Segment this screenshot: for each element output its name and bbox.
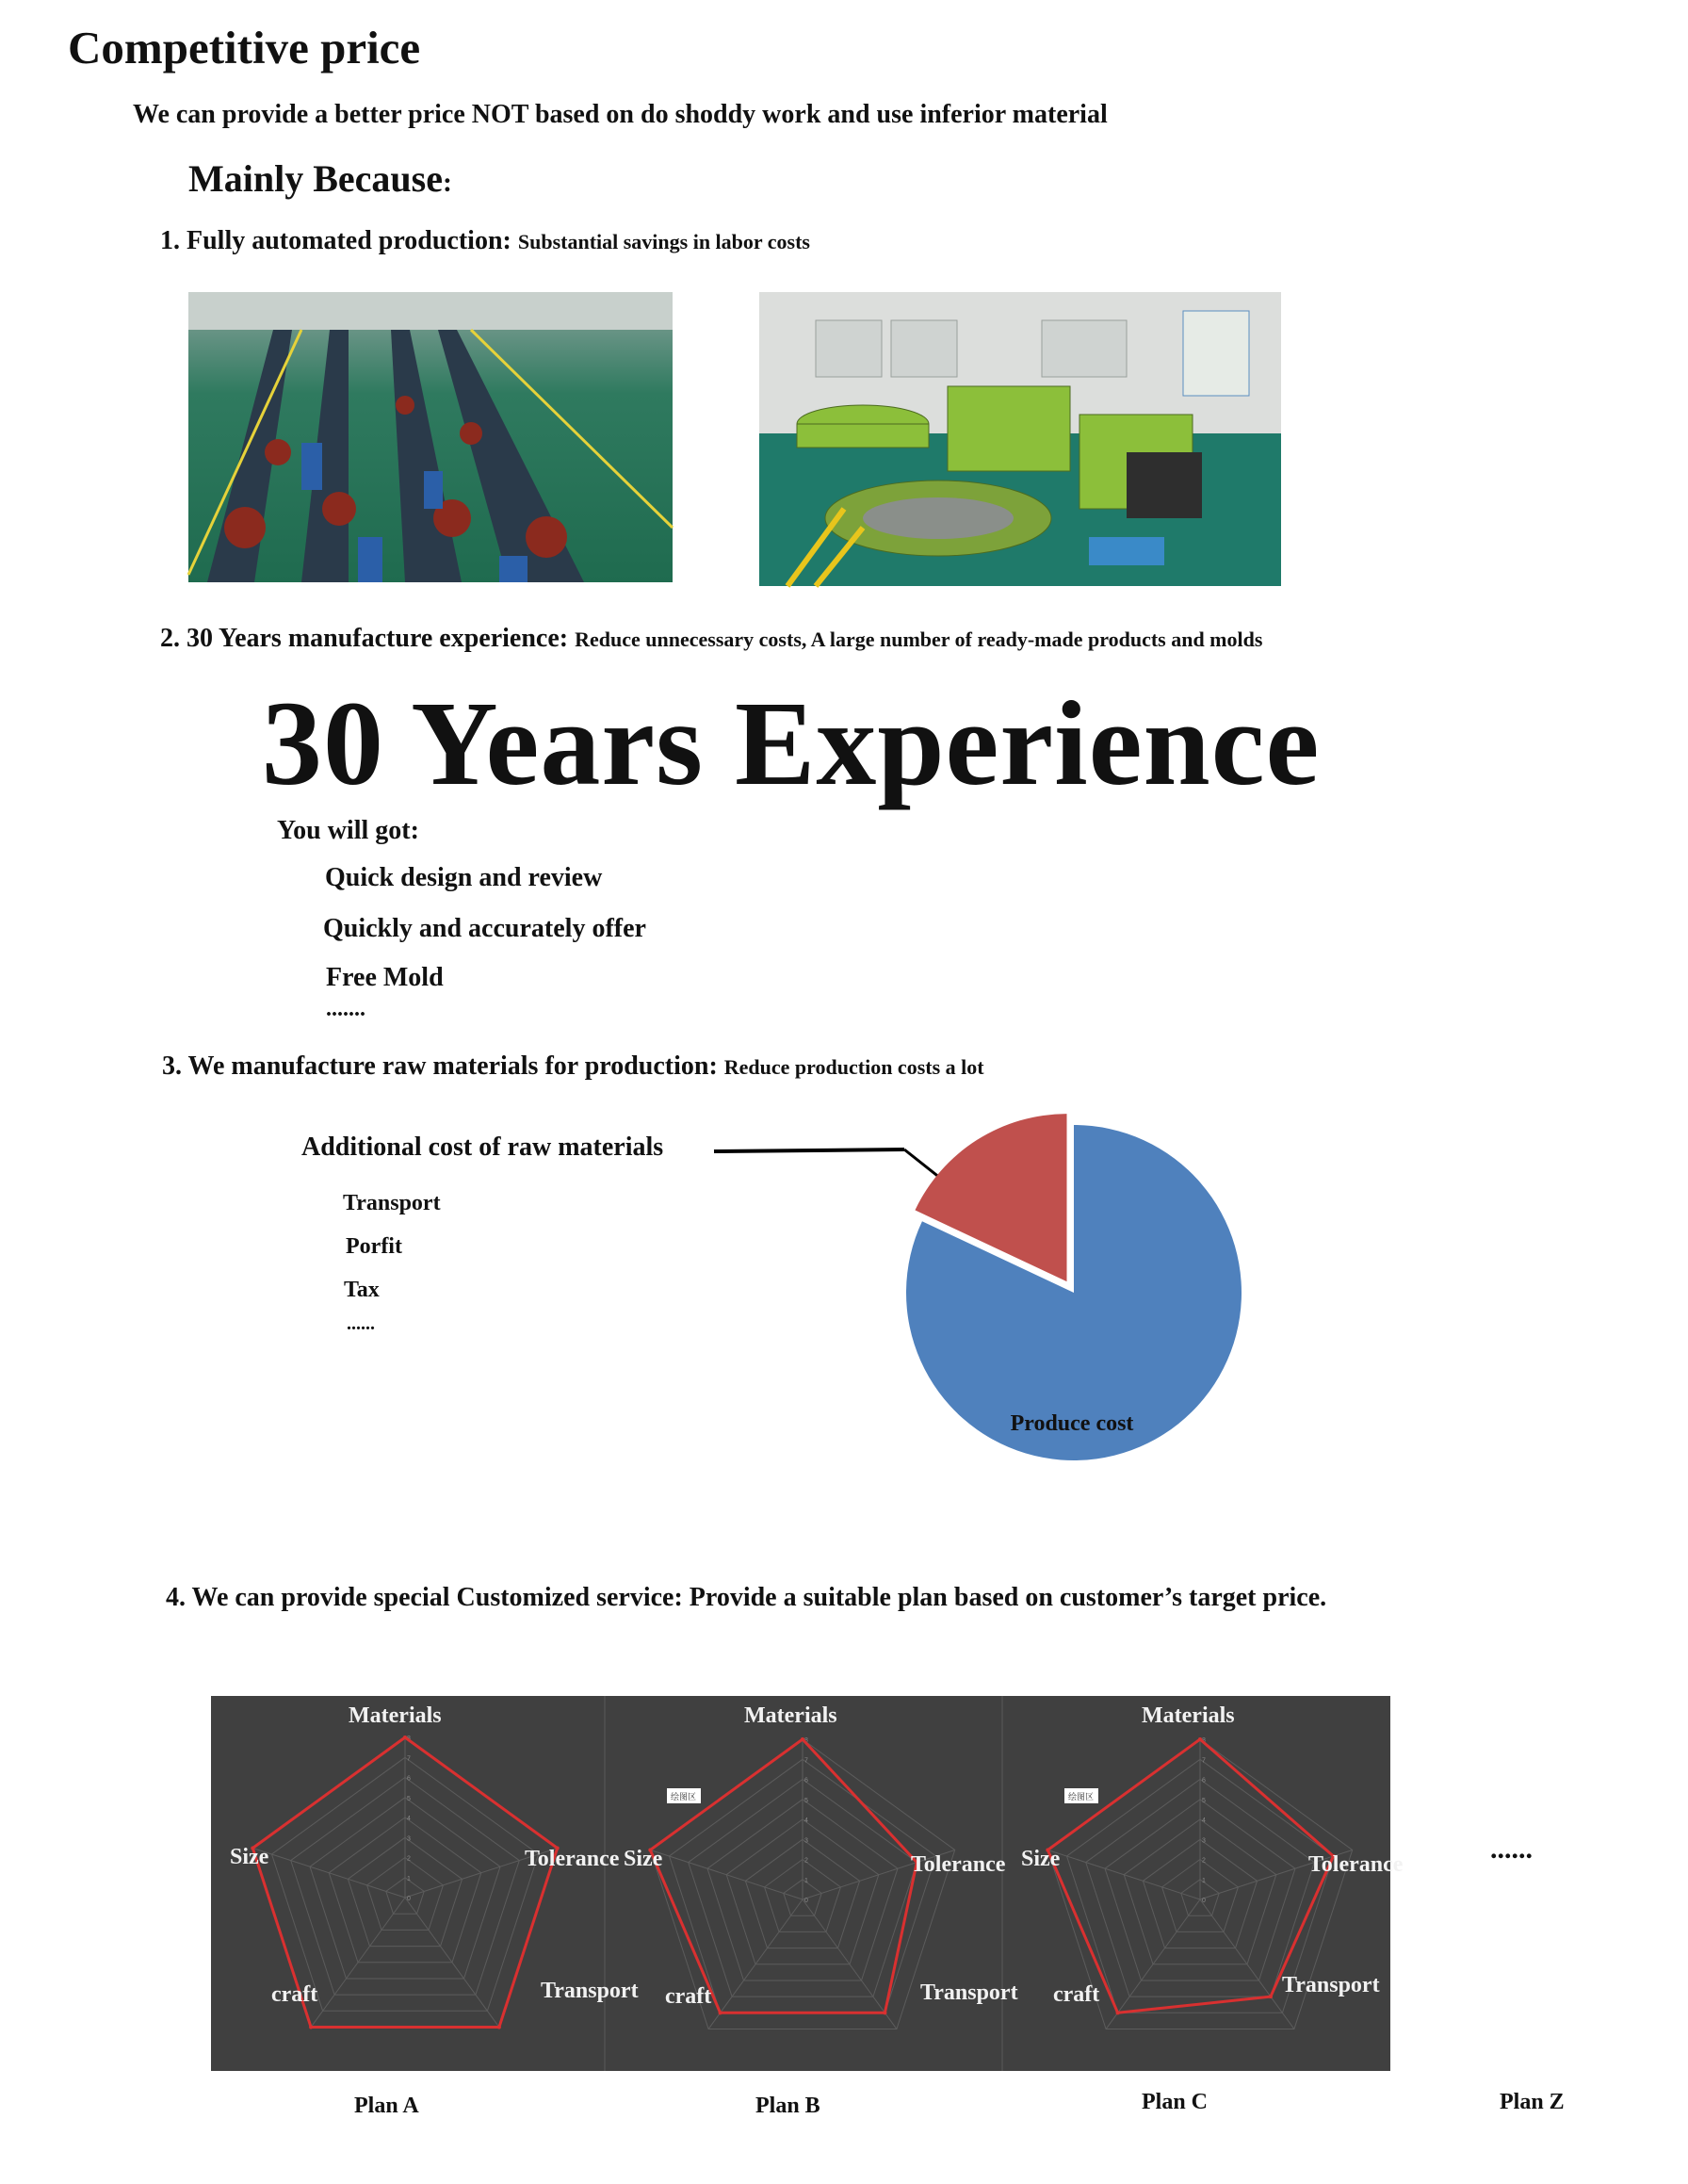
radar-axis-label: Transport [920, 1980, 1018, 2005]
pie-label-produce-cost: Produce cost [1010, 1411, 1134, 1436]
benefit-ellipsis: ....... [326, 997, 365, 1021]
callout-line [714, 1149, 904, 1151]
point-3-detail: Reduce production costs a lot [723, 1055, 984, 1079]
raw-cost-ellipsis: ...... [347, 1313, 375, 1334]
radar-point [719, 2011, 722, 2014]
radar-axis-label: craft [1053, 1982, 1100, 2007]
point-4 [166, 1583, 1326, 1613]
radar-axis-label: Transport [541, 1979, 639, 2003]
radar-point [1116, 2011, 1120, 2014]
point-2 [160, 624, 1262, 654]
radar-charts-panel [211, 1696, 1404, 2071]
point-3-heading: 3. We manufacture raw materials for production: [162, 1051, 718, 1081]
radar-axis-label: Size [624, 1847, 663, 1871]
radar-tick-label: 0 [407, 1896, 411, 1902]
radar-tick-label: 7 [407, 1755, 411, 1763]
radar-tick-label: 2 [407, 1855, 411, 1863]
radar-tick-label: 8 [804, 1737, 808, 1744]
radar-axis-label: craft [271, 1982, 318, 2007]
plan-b-label: Plan B [755, 2094, 820, 2118]
more-plans-ellipsis: ...... [1490, 1834, 1533, 1865]
radar-axis-label: Tolerance [525, 1847, 620, 1871]
radar-axis-label: craft [665, 1984, 712, 2009]
radar-tick-label: 6 [1202, 1777, 1206, 1785]
radar-tick-label: 3 [1202, 1837, 1206, 1845]
radar-tick-label: 2 [804, 1857, 808, 1865]
radar-point [801, 1737, 804, 1741]
point-1 [160, 226, 810, 256]
raw-cost-item: Transport [343, 1191, 441, 1215]
plan-c-label: Plan C [1142, 2090, 1209, 2114]
radar-tick-label: 4 [407, 1816, 411, 1822]
radar-axis-label: Size [1021, 1847, 1061, 1871]
cost-pie-chart [697, 1131, 1262, 1508]
radar-tick-label: 2 [1202, 1857, 1206, 1865]
plot-area-tag-label: 绘图区 [671, 1793, 697, 1802]
radar-tick-label: 1 [407, 1875, 411, 1882]
radar-axis-label: Size [230, 1845, 269, 1869]
radar-tick-label: 5 [804, 1797, 808, 1804]
benefit-item: Free Mold [326, 963, 444, 992]
radar-axis-label: Transport [1282, 1973, 1380, 1997]
radar-tick-label: 1 [1202, 1877, 1206, 1884]
radar-tick-label: 8 [1202, 1737, 1206, 1744]
radar-tick-label: 3 [407, 1835, 411, 1843]
radar-axis-label: Tolerance [1308, 1852, 1404, 1877]
radar-tick-label: 0 [1202, 1898, 1206, 1904]
radar-point [1269, 1995, 1273, 1998]
radar-axis-label: Tolerance [911, 1852, 1006, 1877]
radar-tick-label: 7 [1202, 1757, 1206, 1765]
plot-area-tag-label: 绘图区 [1068, 1793, 1095, 1802]
raw-cost-item: Porfit [346, 1234, 402, 1259]
radar-point [309, 2026, 313, 2029]
point-3 [162, 1051, 984, 1082]
point-1-detail: Substantial savings in labor costs [517, 230, 810, 253]
point-2-heading: 2. 30 Years manufacture experience: [160, 624, 569, 653]
radar-tick-label: 0 [804, 1898, 808, 1904]
radar-axis-label: Materials [349, 1703, 442, 1728]
point-2-detail: Reduce unnecessary costs, A large number of ready-made products and molds [575, 627, 1263, 651]
experience-banner: 30 Years Experience [262, 676, 1321, 810]
additional-cost-heading: Additional cost of raw materials [301, 1133, 664, 1162]
you-will-got-label: You will got: [277, 816, 419, 845]
radar-tick-label: 4 [1202, 1817, 1206, 1824]
radar-tick-label: 5 [407, 1795, 411, 1802]
benefit-item: Quickly and accurately offer [323, 914, 646, 943]
raw-cost-item: Tax [344, 1278, 380, 1302]
factory-floor-photo [188, 292, 673, 582]
radar-axis-label: Materials [744, 1703, 837, 1728]
radar-point [1198, 1737, 1202, 1741]
radar-tick-label: 5 [1202, 1797, 1206, 1804]
plan-z-label: Plan Z [1500, 2090, 1565, 2114]
plan-a-label: Plan A [354, 2094, 419, 2118]
radar-tick-label: 1 [804, 1877, 808, 1884]
radar-tick-label: 6 [804, 1777, 808, 1785]
radar-point [883, 2011, 886, 2014]
radar-point [497, 2026, 501, 2029]
radar-point [403, 1736, 407, 1739]
radar-tick-label: 7 [804, 1757, 808, 1765]
point-4-heading: 4. We can provide special Customized service: Provide a suitable plan based on customer’s target price. [166, 1583, 1327, 1612]
radar-tick-label: 6 [407, 1775, 411, 1783]
intro-text: We can provide a better price NOT based on do shoddy work and use inferior material [133, 100, 1108, 129]
radar-tick-label: 8 [407, 1736, 411, 1742]
benefit-item: Quick design and review [325, 863, 603, 892]
radar-axis-label: Materials [1142, 1703, 1235, 1728]
point-1-heading: 1. Fully automated production: [160, 226, 511, 255]
mainly-because-heading: Mainly Because: [188, 157, 452, 200]
radar-tick-label: 4 [804, 1817, 808, 1824]
radar-tick-label: 3 [804, 1837, 808, 1845]
page-title: Competitive price [68, 22, 421, 73]
machine-room-photo [759, 292, 1281, 586]
